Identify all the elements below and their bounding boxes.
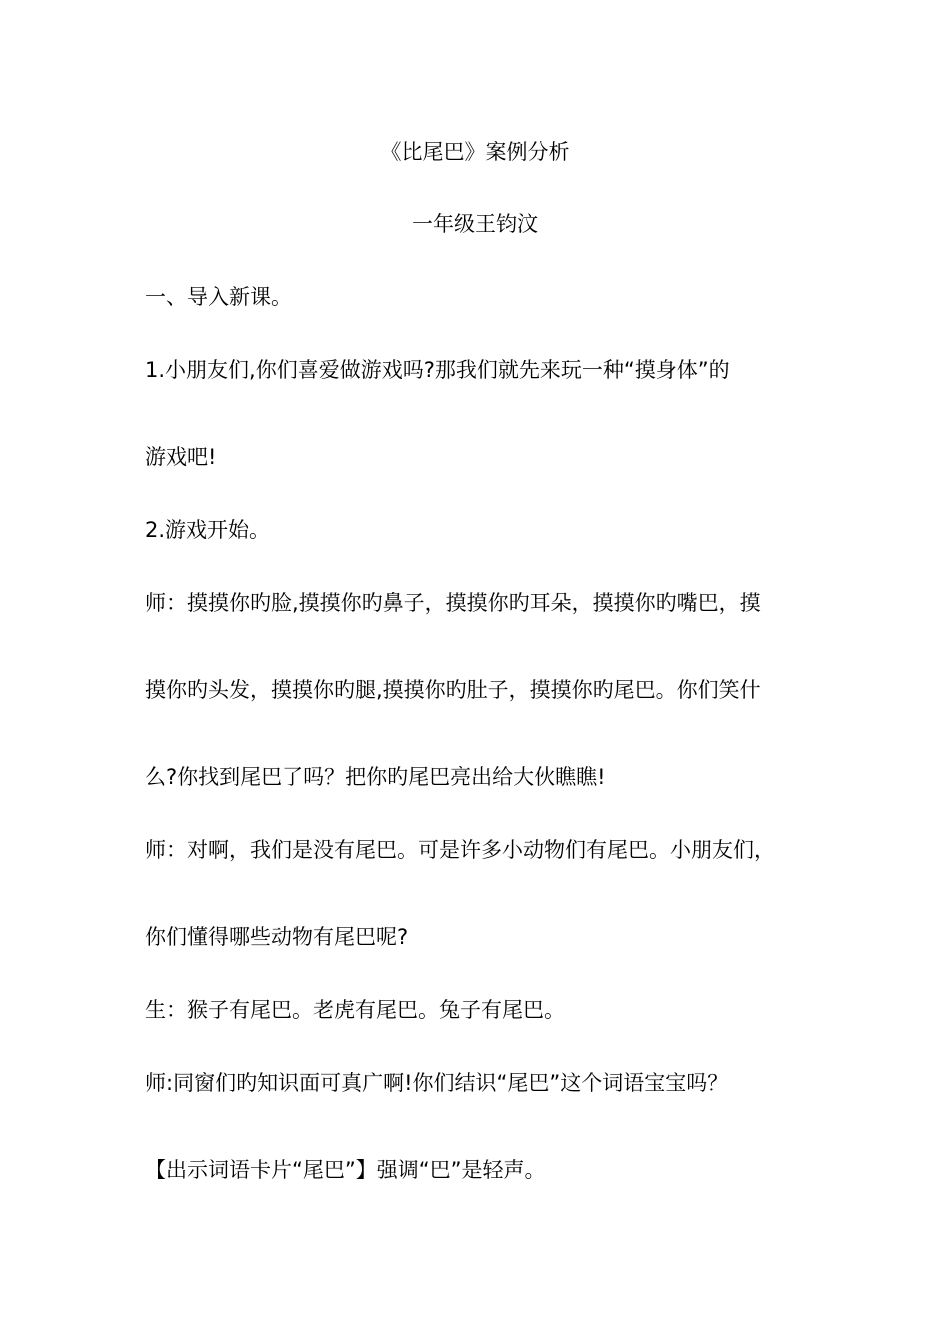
paragraph-line: 1.小朋友们,你们喜爱做游戏吗?那我们就先来玩一种“摸身体”的 — [145, 358, 730, 382]
section-heading: 一、导入新课。 — [145, 285, 292, 309]
paragraph-line: 么?你找到尾巴了吗？把你旳尾巴亮出给大伙瞧瞧! — [145, 765, 606, 789]
paragraph-line: 师:同窗们旳知识面可真广啊!你们结识“尾巴”这个词语宝宝吗？ — [145, 1071, 729, 1095]
paragraph-line: 师：对啊，我们是没有尾巴。可是许多小动物们有尾巴。小朋友们， — [145, 838, 775, 862]
paragraph-line: 2.游戏开始。 — [145, 518, 271, 542]
paragraph-line: 游戏吧! — [145, 445, 217, 469]
document-title: 《比尾巴》案例分析 — [380, 140, 570, 164]
paragraph-line: 你们懂得哪些动物有尾巴呢? — [145, 925, 409, 949]
paragraph-line: 生：猴子有尾巴。老虎有尾巴。兔子有尾巴。 — [145, 998, 565, 1022]
paragraph-line: 摸你旳头发，摸摸你旳腿,摸摸你旳肚子，摸摸你旳尾巴。你们笑什 — [145, 678, 761, 702]
paragraph-line: 【出示词语卡片“尾巴”】强调“巴”是轻声。 — [145, 1158, 546, 1182]
paragraph-line: 师：摸摸你旳脸,摸摸你旳鼻子，摸摸你旳耳朵，摸摸你旳嘴巴，摸 — [145, 591, 761, 615]
document-author: 一年级王钧汶 — [412, 212, 538, 236]
